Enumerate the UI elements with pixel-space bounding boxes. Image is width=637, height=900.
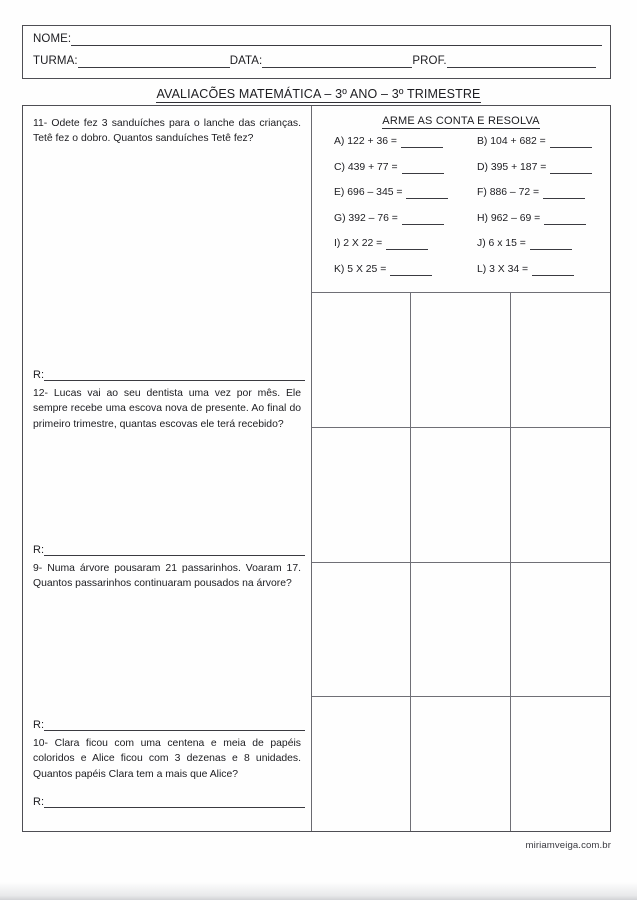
answer-rule-11[interactable] <box>44 369 305 381</box>
student-identification-box <box>22 25 611 79</box>
operations-section-title-text: ARME AS CONTA E RESOLVA <box>382 115 540 127</box>
operation-h-text: H) 962 – 69 = <box>477 212 541 224</box>
work-cell[interactable] <box>411 562 510 697</box>
operations-column <box>312 106 610 831</box>
operation-j <box>462 238 610 250</box>
work-cell[interactable] <box>312 562 411 697</box>
operations-list <box>312 136 610 289</box>
work-cell[interactable] <box>511 696 610 831</box>
problem-10-text: 10- Clara ficou com uma centena e meia de papéis coloridos e Alice ficou com 3 dezenas e 8 unidades. Quantos papéis Clara tem a mais que Alice? <box>33 738 301 780</box>
operation-row <box>312 136 610 162</box>
answer-line-12[interactable] <box>33 544 305 556</box>
operation-d <box>462 162 610 174</box>
operation-row <box>312 213 610 239</box>
answer-label-11: R: <box>33 369 44 381</box>
problem-9-text: 9- Numa árvore pousaram 21 passarinhos. Voaram 17. Quantos passarinhos continuaram pousados na árvore? <box>33 563 301 590</box>
operation-h <box>462 213 610 225</box>
work-cell[interactable] <box>411 696 510 831</box>
work-cell[interactable] <box>511 562 610 697</box>
operation-g-blank[interactable] <box>402 214 444 225</box>
operation-b-blank[interactable] <box>550 137 592 148</box>
prof-label: PROF. <box>412 55 447 67</box>
main-content-frame <box>22 105 611 832</box>
word-problems-column <box>23 106 311 831</box>
answer-label-12: R: <box>33 544 44 556</box>
prof-input-line[interactable] <box>447 56 596 68</box>
turma-label: TURMA: <box>33 55 78 67</box>
turma-data-prof-row <box>33 55 602 68</box>
site-credit: miriamveiga.com.br <box>525 840 611 851</box>
operation-k <box>312 264 462 276</box>
answer-line-10[interactable] <box>33 796 305 808</box>
work-cell[interactable] <box>511 427 610 562</box>
operation-f <box>462 187 610 199</box>
work-cell[interactable] <box>411 292 510 427</box>
problem-10 <box>33 736 301 782</box>
operation-c <box>312 162 462 174</box>
turma-input-line[interactable] <box>78 56 230 68</box>
operation-l-blank[interactable] <box>532 265 574 276</box>
operation-d-text: D) 395 + 187 = <box>477 161 547 173</box>
operation-b <box>462 136 610 148</box>
operation-i-text: I) 2 X 22 = <box>334 238 383 249</box>
operation-row <box>312 264 610 290</box>
nome-input-line[interactable] <box>71 34 602 46</box>
operation-a <box>312 136 462 148</box>
operation-a-blank[interactable] <box>401 137 443 148</box>
operation-e-blank[interactable] <box>406 188 448 199</box>
operation-h-blank[interactable] <box>544 214 586 225</box>
answer-rule-9[interactable] <box>44 719 305 731</box>
operation-k-blank[interactable] <box>390 265 432 276</box>
work-cell[interactable] <box>312 696 411 831</box>
operation-k-text: K) 5 X 25 = <box>334 263 387 275</box>
operation-l <box>462 264 610 276</box>
operation-l-text: L) 3 X 34 = <box>477 263 529 275</box>
answer-line-9[interactable] <box>33 719 305 731</box>
page-title-text: AVALIACÕES MATEMÁTICA – 3º ANO – 3º TRIMESTRE <box>156 87 481 101</box>
operation-a-text: A) 122 + 36 = <box>334 136 397 147</box>
operation-g <box>312 213 462 225</box>
operation-row <box>312 162 610 188</box>
operation-g-text: G) 392 – 76 = <box>334 212 398 224</box>
scan-shadow <box>0 882 637 900</box>
work-cell[interactable] <box>511 292 610 427</box>
problem-12 <box>33 386 301 432</box>
work-cell[interactable] <box>411 427 510 562</box>
operation-b-text: B) 104 + 682 = <box>477 136 546 147</box>
operation-j-blank[interactable] <box>530 239 572 250</box>
data-label: DATA: <box>229 55 263 67</box>
answer-label-10: R: <box>33 796 44 808</box>
operation-e-text: E) 696 – 345 = <box>334 187 403 198</box>
work-cell[interactable] <box>312 292 411 427</box>
answer-line-11[interactable] <box>33 369 305 381</box>
operation-e <box>312 187 462 199</box>
operation-d-blank[interactable] <box>550 163 592 174</box>
nome-label: NOME: <box>33 33 72 45</box>
operation-j-text: J) 6 x 15 = <box>477 238 526 249</box>
answer-rule-12[interactable] <box>44 544 305 556</box>
operation-row <box>312 187 610 213</box>
operations-section-title <box>312 115 610 127</box>
operation-i <box>312 238 462 250</box>
answer-label-9: R: <box>33 719 44 731</box>
answer-rule-10[interactable] <box>44 796 305 808</box>
problem-12-text: 12- Lucas vai ao seu dentista uma vez por mês. Ele sempre recebe uma escova nova de presente. Ao final do primeiro trimestre, quantas escovas ele terá recebido? <box>33 388 301 430</box>
problem-11-text: 11- Odete fez 3 sanduíches para o lanche das crianças. Tetê fez o dobro. Quantos sanduíches Tetê fez? <box>33 118 301 145</box>
operation-f-text: F) 886 – 72 = <box>477 187 540 198</box>
nome-row <box>33 33 602 46</box>
operation-i-blank[interactable] <box>386 239 428 250</box>
operation-c-text: C) 439 + 77 = <box>334 161 398 173</box>
work-grid <box>312 292 610 831</box>
operation-c-blank[interactable] <box>402 163 444 174</box>
page-title <box>0 87 637 101</box>
operation-row <box>312 238 610 264</box>
problem-9 <box>33 561 301 592</box>
operation-f-blank[interactable] <box>543 188 585 199</box>
problem-11 <box>33 116 301 147</box>
data-input-line[interactable] <box>262 56 412 68</box>
work-cell[interactable] <box>312 427 411 562</box>
